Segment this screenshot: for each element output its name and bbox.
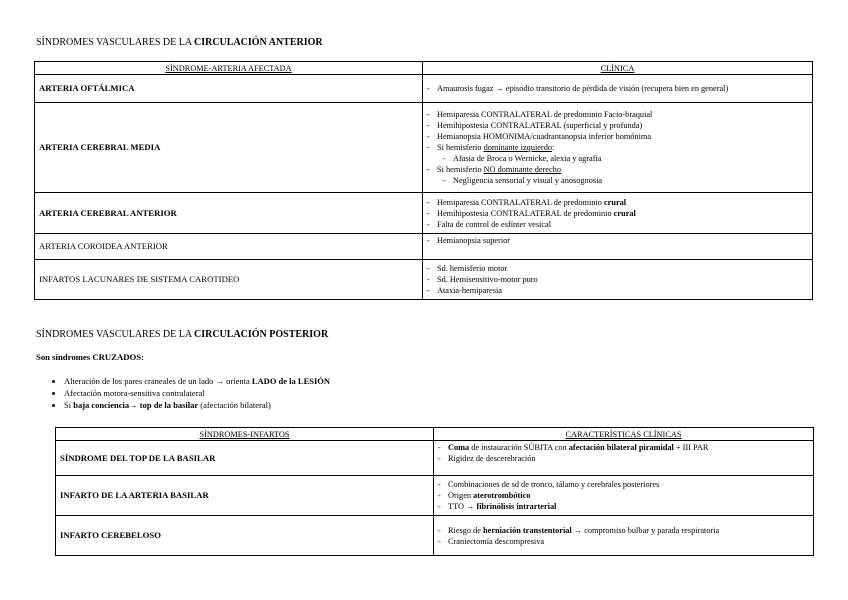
sub-list-item: - Afasia de Broca o Wernicke, alexia y agrafia: [427, 153, 808, 164]
bullet-item: • Si baja conciencia→ top de la basilar (afectación bilateral): [64, 399, 330, 411]
list-item: - Falta de control de esfínter vesical: [427, 219, 808, 230]
table-row: [35, 260, 813, 300]
list-item: - Hemianopsia HOMONIMA/cuadrantanopsia inferior homónima: [427, 131, 808, 142]
list-item: - Amaurosis fugaz → episodio transitorio de pérdida de visión (recupera bien en general): [427, 83, 808, 94]
row-features: [434, 441, 814, 476]
list-item: - TTO → fibrinólisis intrarterial: [438, 501, 809, 512]
list-item: - Coma de instauración SÚBITA con afectación bilateral piramidal + III PAR: [438, 442, 809, 453]
row-name: SÍNDROME DEL TOP DE LA BASILAR: [56, 441, 434, 476]
list-item: - Rigidez de descerebración: [438, 453, 809, 464]
list-item: - Sd. Hemisensitivo-motor puro: [427, 274, 808, 285]
table-anterior: [34, 61, 813, 300]
column-header-features: CARACTERÍSTICAS CLÍNICAS: [434, 428, 814, 441]
section-title-posterior: SÍNDROMES VASCULARES DE LA CIRCULACIÓN POSTERIOR: [36, 329, 329, 340]
row-clinic: [423, 234, 813, 260]
table-row: [35, 193, 813, 234]
bullet-item: • Afectación motora-sensitiva contralateral: [64, 387, 330, 399]
list-item: - Hemihipostesia CONTRALATERAL de predominio crural: [427, 208, 808, 219]
list-item: - Hemihipostesia CONTRALATERAL (superficial y profunda): [427, 120, 808, 131]
row-name: INFARTOS LACUNARES DE SISTEMA CAROTIDEO: [35, 260, 423, 300]
list-item: - Craniectomía descompresiva: [438, 536, 809, 547]
list-item: - Origen aterotrombótico: [438, 490, 809, 501]
list-item: - Hemiparesia CONTRALATERAL de predominio crural: [427, 197, 808, 208]
table-row: [56, 476, 814, 516]
list-item: - Si hemisferio dominante izquierdo:: [427, 142, 808, 153]
list-item: - Hemianopsia superior: [427, 235, 808, 246]
row-name: INFARTO DE LA ARTERIA BASILAR: [56, 476, 434, 516]
row-name: INFARTO CEREBELOSO: [56, 516, 434, 556]
column-header-syndrome: SÍNDROME-ARTERIA AFECTADA: [35, 62, 423, 75]
table-row: [35, 103, 813, 193]
column-header-clinic: CLÍNICA: [423, 62, 813, 75]
table-row: [35, 75, 813, 103]
table-header-row: [56, 428, 814, 441]
row-clinic: [423, 103, 813, 193]
intro-text: Son síndromes CRUZADOS:: [36, 352, 144, 362]
column-header-syndrome: SÍNDROMES-INFARTOS: [56, 428, 434, 441]
table-header-row: [35, 62, 813, 75]
list-item: - Sd. hemisferio motor: [427, 263, 808, 274]
bullet-list: [52, 375, 330, 411]
row-name: ARTERIA OFTÁLMICA: [35, 75, 423, 103]
row-name: ARTERIA CEREBRAL ANTERIOR: [35, 193, 423, 234]
bullet-item: • Alteración de los pares craneales de un lado → orienta LADO de la LESIÓN: [64, 375, 330, 387]
row-features: [434, 516, 814, 556]
row-clinic: [423, 260, 813, 300]
list-item: - Si hemisferio NO dominante derecho: [427, 164, 808, 175]
section-title-anterior: SÍNDROMES VASCULARES DE LA CIRCULACIÓN ANTERIOR: [36, 37, 323, 48]
list-item: - Ataxia-hemiparesia: [427, 285, 808, 296]
row-name: ARTERIA COROIDEA ANTERIOR: [35, 234, 423, 260]
table-row: [56, 441, 814, 476]
row-clinic: [423, 193, 813, 234]
list-item: - Combinaciones de sd de tronco, tálamo y cerebrales posteriores: [438, 479, 809, 490]
list-item: - Riesgo de herniación transtentorial → compromiso bulbar y parada respiratoria: [438, 525, 809, 536]
list-item: - Hemiparesia CONTRALATERAL de predominio Facio-braquial: [427, 109, 808, 120]
table-row: [35, 234, 813, 260]
table-row: [56, 516, 814, 556]
row-name: ARTERIA CEREBRAL MEDIA: [35, 103, 423, 193]
table-posterior: [55, 427, 814, 556]
row-features: [434, 476, 814, 516]
sub-list-item: - Negligencia sensorial y visual y anosognosia: [427, 175, 808, 186]
row-clinic: [423, 75, 813, 103]
